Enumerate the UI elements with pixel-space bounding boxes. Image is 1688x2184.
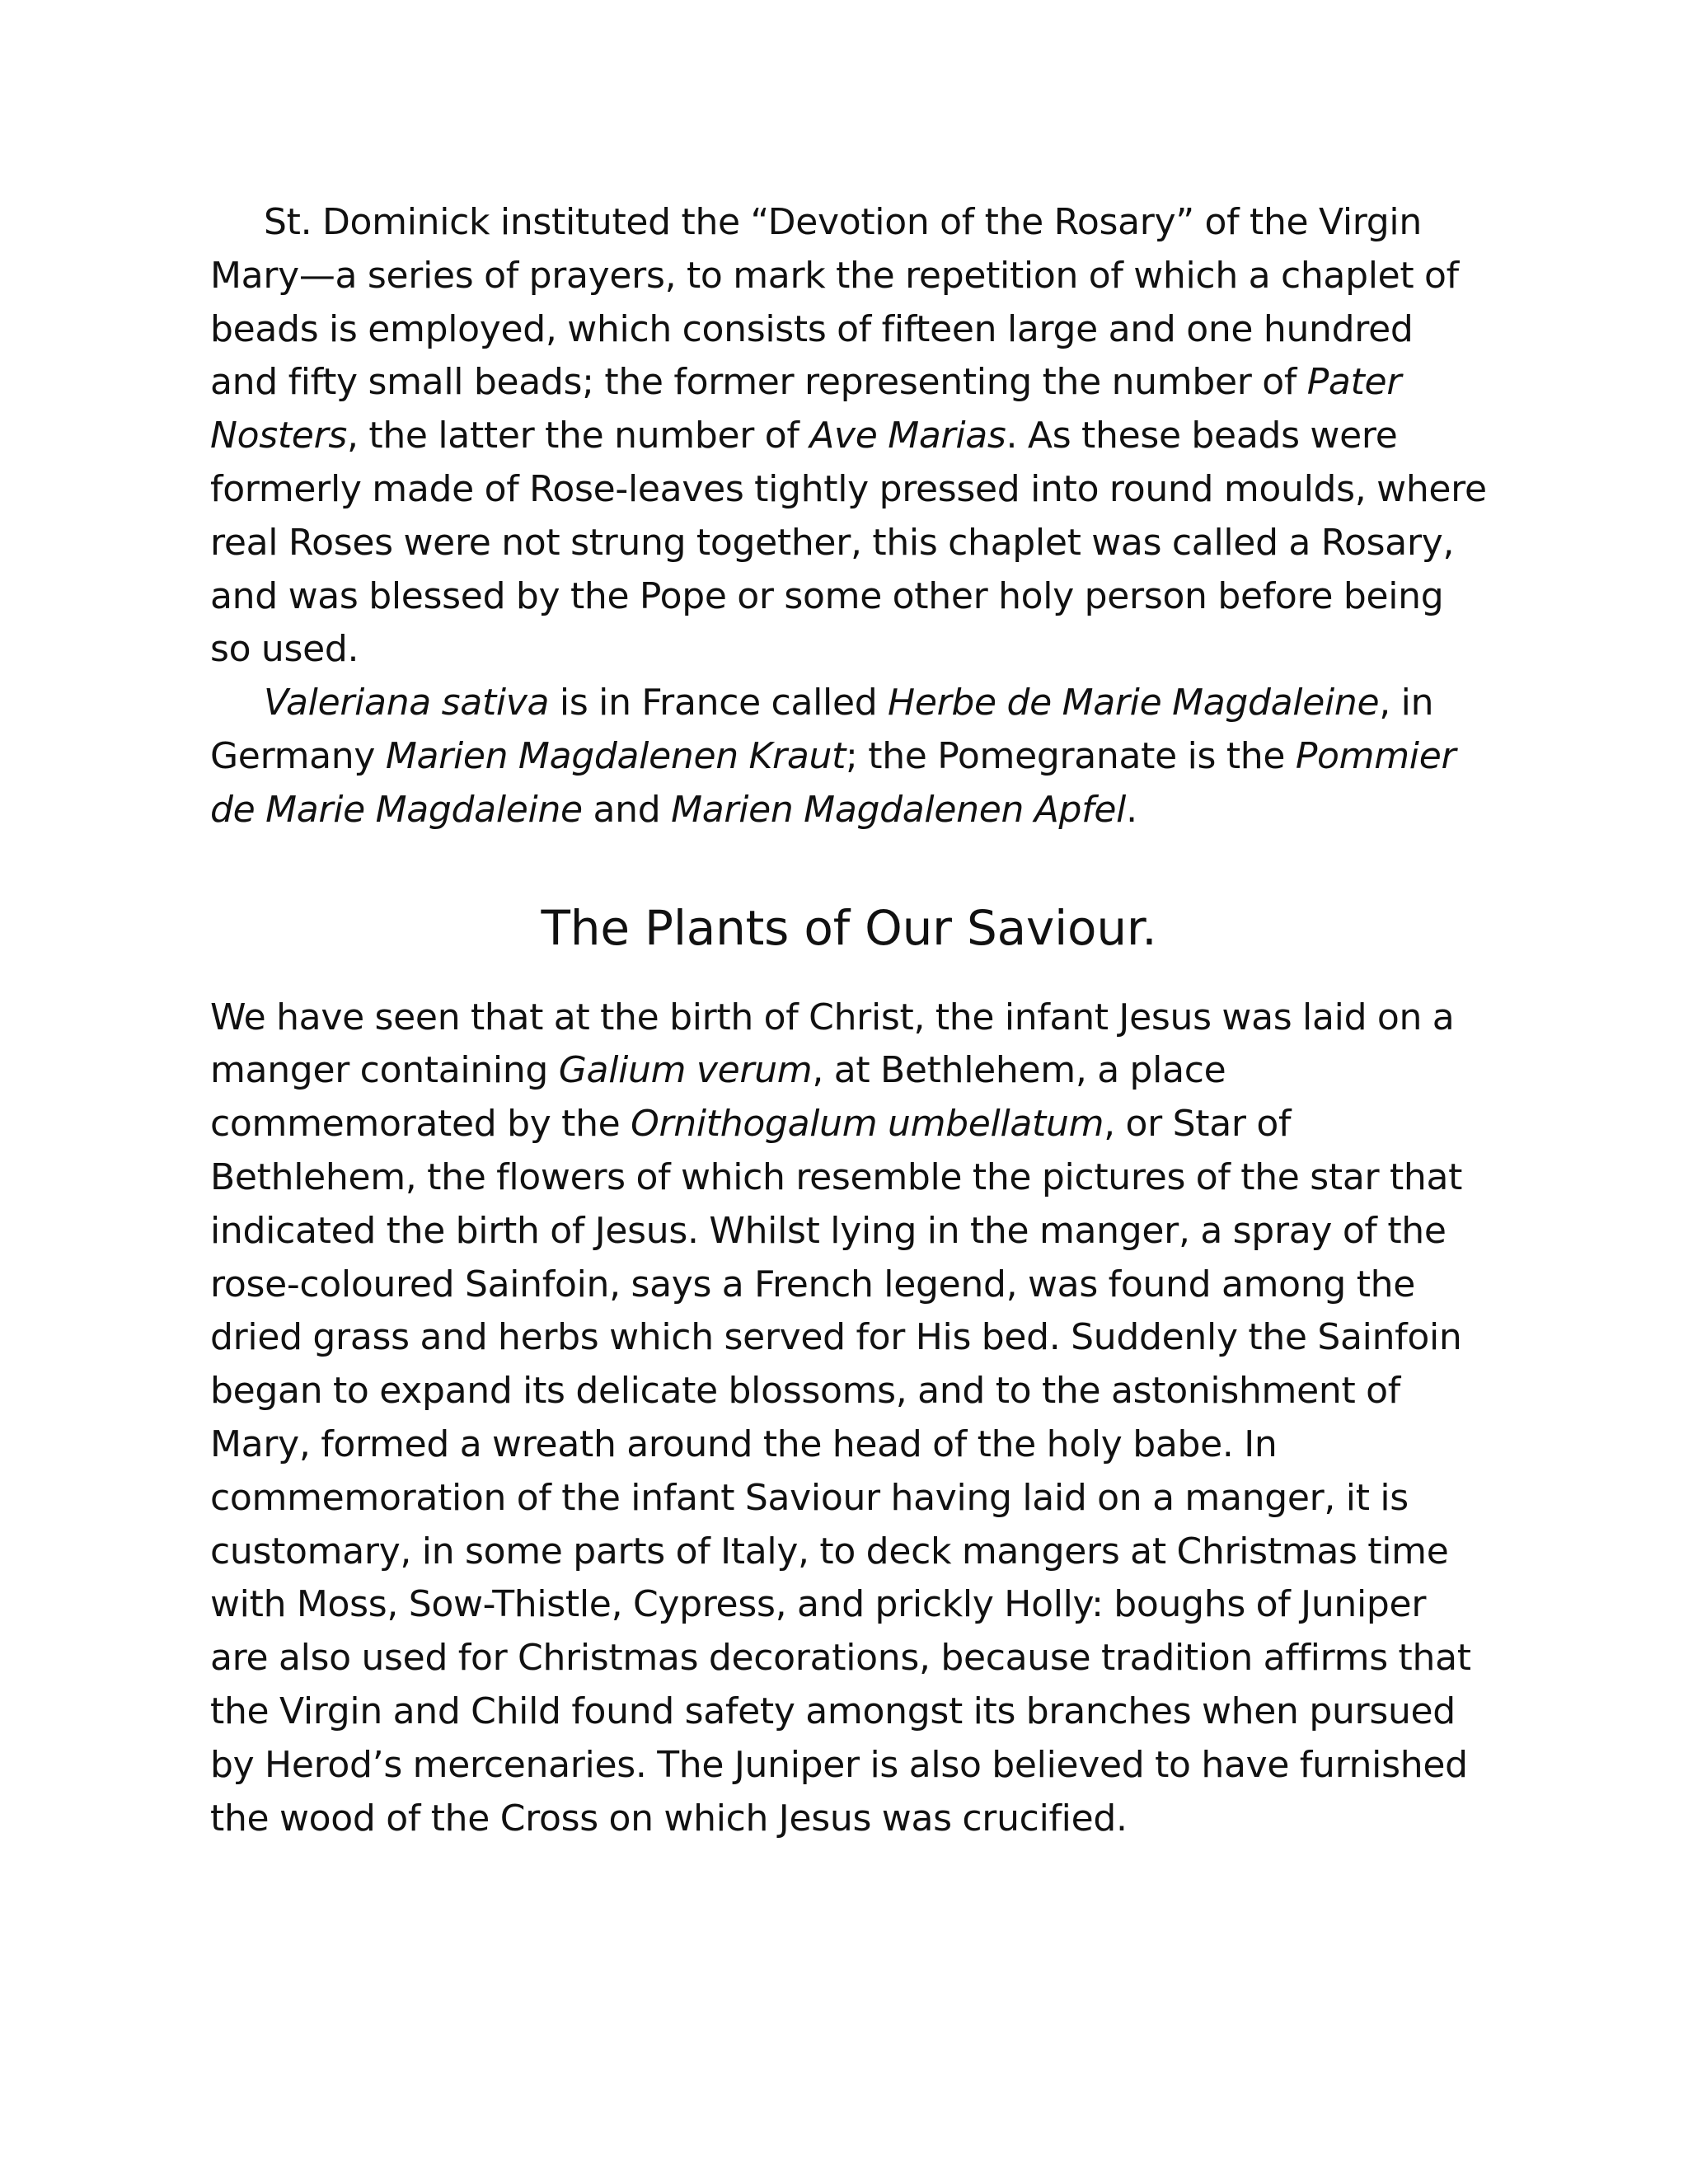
italic-term: Ave Marias	[809, 415, 1006, 457]
text-run: We have seen that at the birth of Christ, the infant Jesus was laid on a manger containing	[210, 996, 1455, 1092]
text-run: and	[582, 788, 672, 831]
magdaleine-paragraph	[210, 677, 1488, 837]
rosary-paragraph	[210, 196, 1488, 677]
italic-term: Galium verum	[558, 1049, 813, 1092]
text-run: ; the Pomegranate is the	[846, 734, 1296, 777]
text-run: is in France called	[549, 682, 889, 724]
section-heading: The Plants of Our Saviour.	[541, 899, 1157, 956]
text-run: , at Bethlehem, a place commemorated by the	[210, 1049, 1226, 1146]
text-run: , in Germany	[210, 682, 1434, 777]
italic-term: Ornithogalum umbellatum	[631, 1103, 1104, 1146]
page-body	[210, 196, 1488, 1845]
text-run: St. Dominick instituted the “Devotion of the Rosary” of the Virgin Mary—a series of prayers, to mark the repetition of which a chaplet of beads is employed, which consists of fifteen large and one hundred and fifty small beads; the former representing the number of	[210, 201, 1459, 404]
italic-term: Herbe de Marie Magdaleine	[888, 682, 1380, 724]
text-run: , the latter the number of	[347, 415, 810, 457]
saviour-paragraph	[210, 991, 1488, 1846]
italic-term: Pommier de Marie Magdaleine	[210, 734, 1456, 831]
italic-term: Valeriana sativa	[264, 682, 550, 724]
italic-term: Marien Magdalenen Kraut	[385, 734, 846, 777]
text-run: , or Star of Bethlehem, the flowers of which resemble the pictures of the star that indicated the birth of Jesus. Whilst lying in the manger, a spray of the rose-coloured Sainfoin, says a French legend, was found among the dried grass and herbs which served for His bed. Suddenly the Sainfoin began to expand its delicate blossoms, and to the astonishment of Mary, formed a wreath around the head of the holy babe. In commemoration of the infant Saviour having laid on a manger, it is customary, in some parts of Italy, to deck mangers at Christmas time with Moss, Sow-Thistle, Cypress, and prickly Holly: boughs of Juniper are also used for Christmas decorations, because tradition affirms that the Virgin and Child found safety amongst its branches when pursued by Herod’s mercenaries. The Juniper is also believed to have furnished the wood of the Cross on which Jesus was crucified.	[210, 1103, 1471, 1840]
italic-term: Marien Magdalenen Apfel	[671, 788, 1127, 831]
italic-term: Pater Nosters	[210, 361, 1402, 457]
text-run: . As these beads were formerly made of Rose-leaves tightly pressed into round moulds, where real Roses were not strung together, this chaplet was called a Rosary, and was blessed by the Pope or some other holy person before being so used.	[210, 415, 1487, 671]
text-run: .	[1126, 788, 1137, 831]
